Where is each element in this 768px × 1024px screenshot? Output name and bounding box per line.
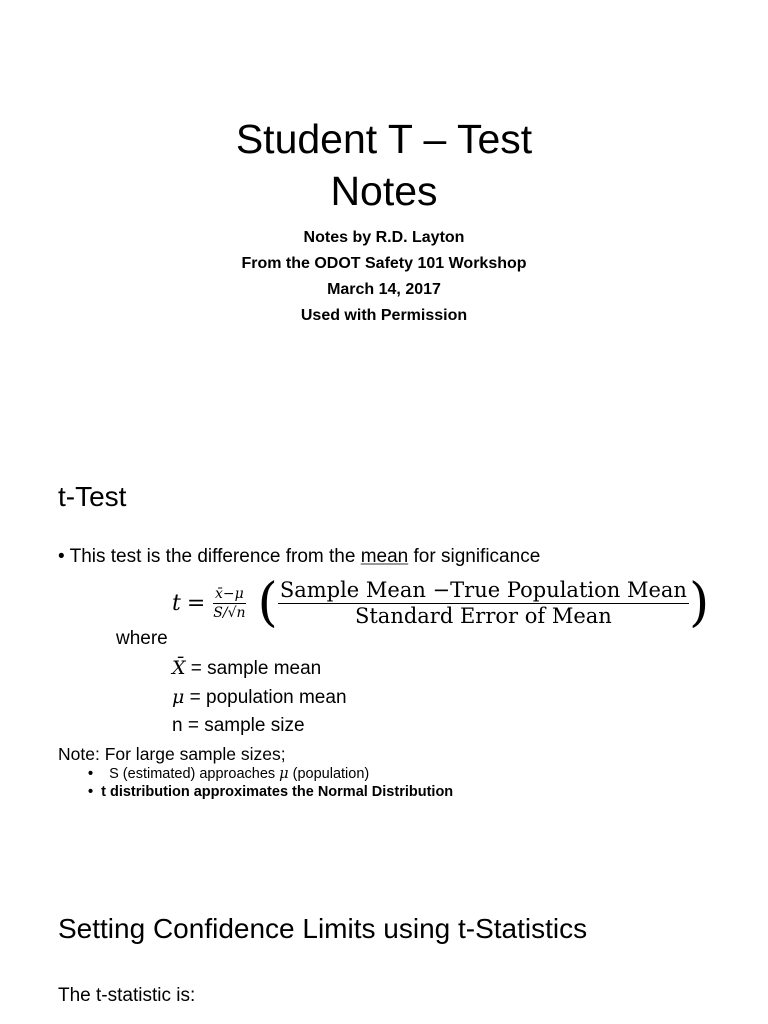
where-label: where: [116, 628, 168, 649]
page-title-line-2: Notes: [330, 168, 438, 214]
author-line: Notes by R.D. Layton: [303, 229, 465, 246]
formula-t: t: [172, 590, 181, 616]
ttest-bullet: [58, 545, 540, 569]
permission-line: Used with Permission: [300, 307, 468, 324]
bullet-text-post: for significance: [408, 546, 541, 567]
formula-fraction: [211, 585, 247, 622]
page-title: Student T – Test: [235, 116, 533, 162]
def-population-mean: [172, 685, 347, 710]
note-item-text: t distribution approximates the Normal Distribution: [101, 784, 454, 800]
note-item: [88, 783, 453, 801]
word-numerator: Sample Mean −True Population Mean: [279, 577, 687, 602]
formula-equals: =: [186, 590, 206, 616]
def-sample-mean: [172, 656, 321, 681]
ttest-heading: t-Test: [58, 481, 127, 512]
note-item-text-pre: S (estimated) approaches: [109, 766, 280, 782]
source-line: From the ODOT Safety 101 Workshop: [241, 255, 527, 272]
note-item-symbol: μ: [279, 766, 289, 782]
def-text: = population mean: [184, 687, 347, 708]
note-line: Note: For large sample sizes;: [58, 744, 286, 764]
date-line: March 14, 2017: [327, 281, 441, 298]
note-item-text-post: (population): [288, 766, 370, 782]
def-text: = sample mean: [185, 658, 322, 679]
confidence-heading: Setting Confidence Limits using t-Statistics: [58, 913, 588, 944]
def-sample-size: [172, 714, 305, 738]
formula-denominator: S/√n: [213, 604, 246, 621]
word-denominator: Standard Error of Mean: [354, 603, 612, 628]
note-bullet: •: [88, 766, 94, 782]
note-bullet: •: [88, 784, 94, 800]
word-fraction: [278, 578, 689, 629]
formula-numerator: x̄−μ: [215, 585, 244, 602]
bullet-dot: •: [58, 546, 65, 567]
left-paren: (: [257, 573, 278, 633]
confidence-intro: The t-statistic is:: [58, 985, 196, 1006]
t-formula: [172, 573, 709, 633]
right-paren: ): [688, 573, 710, 633]
bullet-text-pre: This test is the difference from the: [69, 546, 361, 567]
def-symbol-xbar: X̄: [172, 657, 186, 679]
def-text: n = sample size: [172, 715, 305, 736]
bullet-text-mean: mean: [360, 546, 409, 567]
def-symbol-mu: μ: [172, 686, 185, 708]
note-item: [88, 765, 369, 783]
